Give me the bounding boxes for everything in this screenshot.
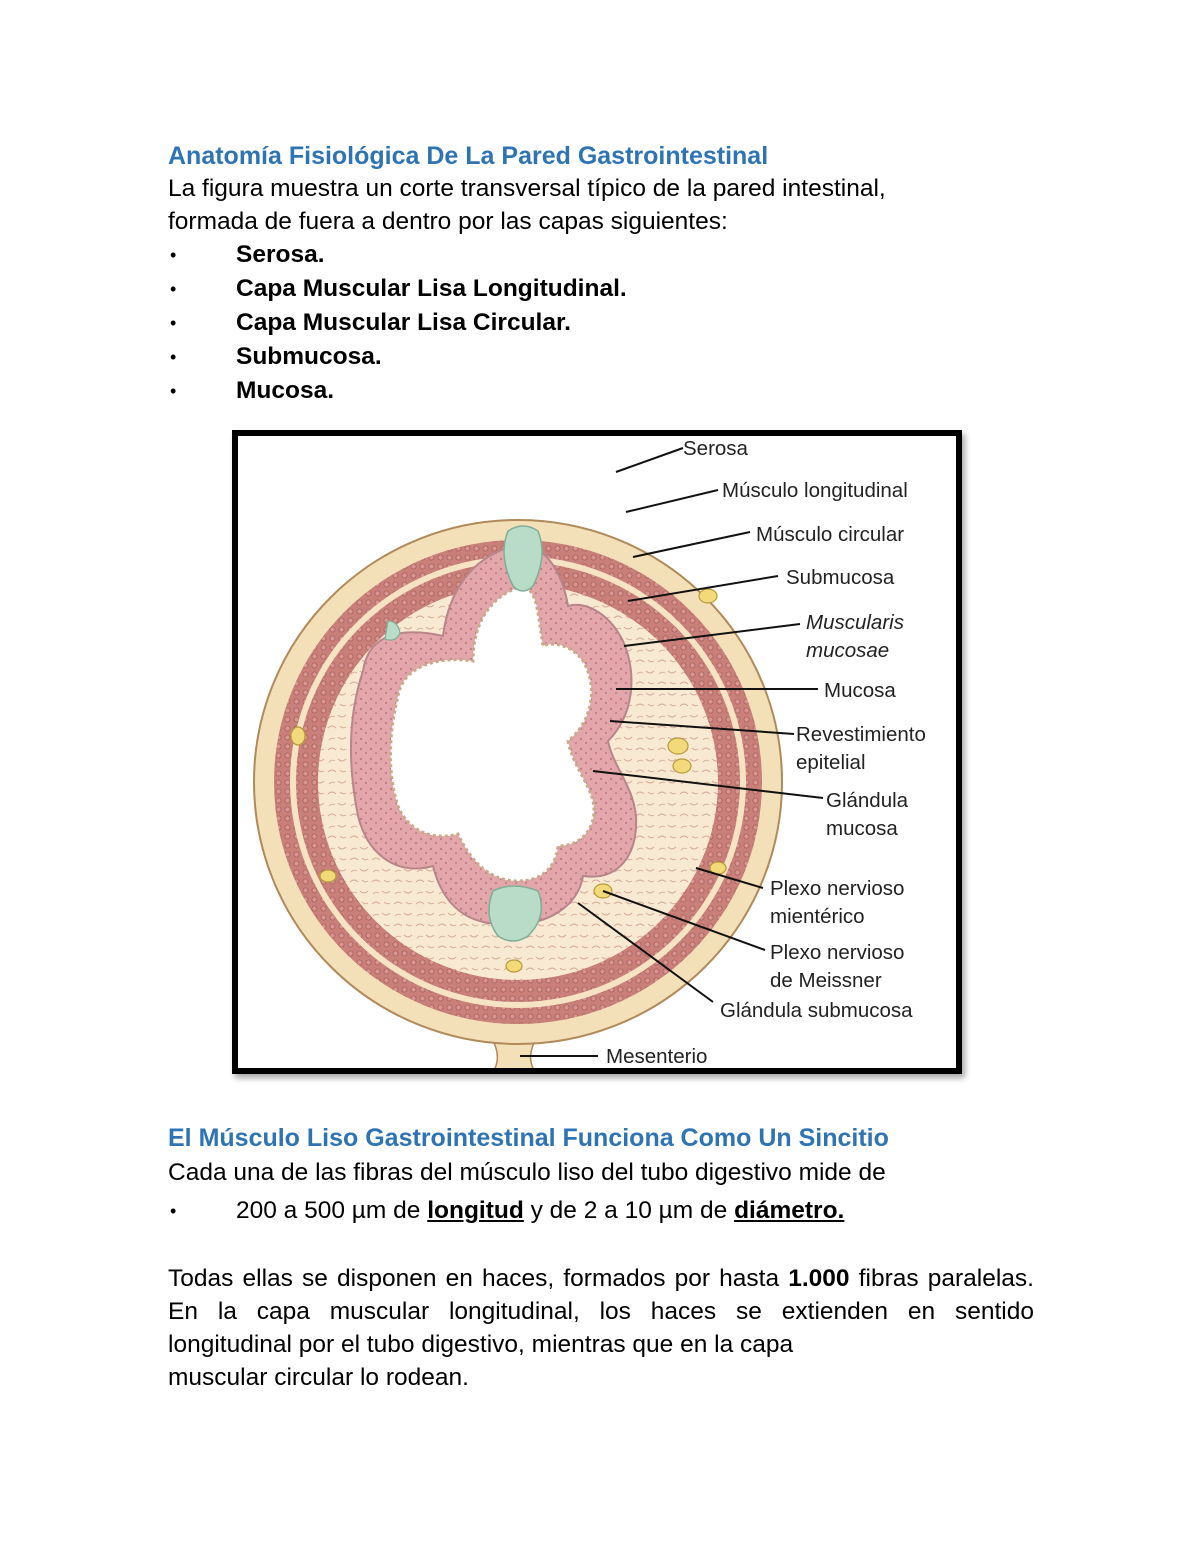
label-muscularis-2: mucosae xyxy=(806,639,890,662)
plexus-node xyxy=(506,960,522,972)
label-plexo-meissner-2: de Meissner xyxy=(770,969,882,992)
plexus-node xyxy=(668,738,688,754)
label-serosa: Serosa xyxy=(683,437,748,460)
intestinal-wall-figure xyxy=(232,430,962,1074)
fiber-count: 1.000 xyxy=(788,1265,850,1292)
label-glandula-submucosa: Glándula submucosa xyxy=(720,999,913,1022)
bullet-icon: • xyxy=(170,1201,177,1221)
dimensions-text-2: y de 2 a 10 µm de xyxy=(523,1197,735,1224)
section-title-musculo-liso: El Músculo Liso Gastrointestinal Funciona Como Un Sincitio xyxy=(168,1124,889,1152)
plexus-node xyxy=(320,870,336,882)
list-item xyxy=(168,340,627,374)
layer-label: Serosa. xyxy=(236,241,325,268)
plexus-node xyxy=(699,589,717,603)
plexus-node xyxy=(673,759,691,773)
fibers-paragraph xyxy=(168,1262,1034,1394)
bullet-icon: • xyxy=(170,279,177,299)
bullet-icon: • xyxy=(170,347,177,367)
label-glandula-mucosa-2: mucosa xyxy=(826,817,898,840)
label-glandula-mucosa-1: Glándula xyxy=(826,789,909,812)
list-item xyxy=(168,272,627,306)
bullet-icon: • xyxy=(170,381,177,401)
label-musculo-longitudinal: Músculo longitudinal xyxy=(722,479,908,502)
fiber-dimensions-item xyxy=(168,1194,844,1228)
paragraph-text-2: fibras paralelas. En la capa muscular longitudinal, los haces se extienden en sentido longitudinal por el tubo digestivo, mientras que en la capa xyxy=(168,1265,1034,1358)
intro-line-2: formada de fuera a dentro por las capas siguientes: xyxy=(168,208,728,235)
label-plexo-meissner-1: Plexo nervioso xyxy=(770,941,905,964)
layer-label: Mucosa. xyxy=(236,377,335,404)
paragraph-last-line: muscular circular lo rodean. xyxy=(168,1364,469,1391)
diametro-term: diámetro. xyxy=(734,1197,845,1224)
label-plexo-mienterico-1: Plexo nervioso xyxy=(770,877,905,900)
label-mucosa: Mucosa xyxy=(824,679,896,702)
bullet-icon: • xyxy=(170,313,177,333)
layers-list xyxy=(168,238,627,408)
list-item xyxy=(168,238,627,272)
label-musculo-circular: Músculo circular xyxy=(756,523,905,546)
intro-line-1: La figura muestra un corte transversal típico de la pared intestinal, xyxy=(168,175,886,202)
label-submucosa: Submucosa xyxy=(786,566,895,589)
fibers-intro: Cada una de las fibras del músculo liso del tubo digestivo mide de xyxy=(168,1159,886,1186)
label-muscularis-1: Muscularis xyxy=(806,611,904,634)
layer-label: Capa Muscular Lisa Longitudinal. xyxy=(236,275,627,302)
label-revestimiento-2: epitelial xyxy=(796,751,866,774)
list-item xyxy=(168,306,627,340)
intro-paragraph xyxy=(168,172,1034,238)
bullet-icon: • xyxy=(170,245,177,265)
list-item xyxy=(168,374,627,408)
label-plexo-mienterico-2: mientérico xyxy=(770,905,865,928)
layer-label: Capa Muscular Lisa Circular. xyxy=(236,309,571,336)
dimensions-text-1: 200 a 500 µm de xyxy=(236,1197,428,1224)
label-mesenterio: Mesenterio xyxy=(606,1045,708,1068)
paragraph-text-1: Todas ellas se disponen en haces, formados por hasta xyxy=(168,1265,789,1292)
label-revestimiento-1: Revestimiento xyxy=(796,723,926,746)
longitud-term: longitud xyxy=(427,1197,524,1224)
plexus-node xyxy=(291,727,305,745)
layer-label: Submucosa. xyxy=(236,343,382,370)
section-title-anatomia: Anatomía Fisiológica De La Pared Gastrointestinal xyxy=(168,142,769,170)
